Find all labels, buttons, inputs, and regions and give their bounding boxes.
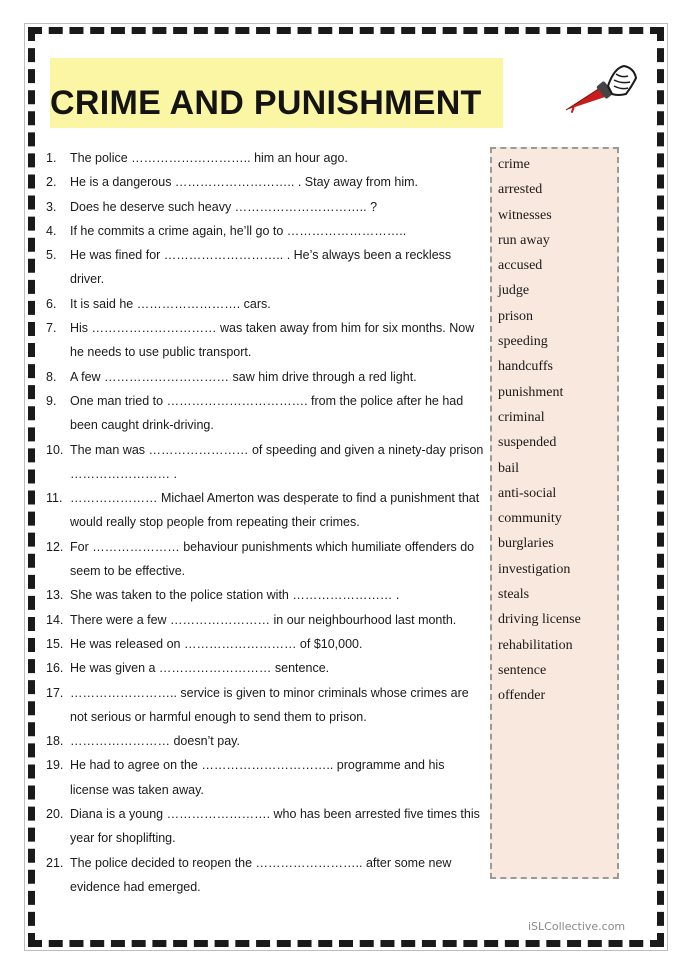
word-bank-item: suspended xyxy=(498,435,557,451)
question-item: 11. ………………… Michael Amerton was desperate to find a punishment that would really stop people from repeating their crimes. xyxy=(46,491,480,530)
question-item: 8. A few ………………………… saw him drive through a red light. xyxy=(46,369,417,384)
question-item: 6. It is said he ……………………. cars. xyxy=(46,296,271,311)
question-item: 4. If he commits a crime again, he’ll go to ……………………….. xyxy=(46,223,407,238)
question-item: 20. Diana is a young ……………………. who has been arrested five times this year for shoplifting. xyxy=(46,807,480,846)
question-item: 12. For ………………… behaviour punishments which humiliate offenders do seem to be effective. xyxy=(46,539,475,579)
word-bank-item: investigation xyxy=(498,561,571,577)
question-item: 19. He had to agree on the ………………………….. programme and his license was taken away. xyxy=(46,758,445,797)
word-bank-item: rehabilitation xyxy=(498,637,573,653)
question-item: 9. One man tried to ……………………………. from the police after he had been caught drink-driving. xyxy=(46,393,464,433)
question-item: 17. …………………….. service is given to minor criminals whose crimes are not serious or harmful enough to send them to prison. xyxy=(46,685,469,724)
worksheet-title: CRIME AND PUNISHMENT xyxy=(50,84,482,122)
word-bank-item: witnesses xyxy=(498,207,552,223)
question-item: 1. The police ……………………….. him an hour ago. xyxy=(46,151,348,165)
word-bank-item: sentence xyxy=(498,662,547,678)
word-bank-item: driving license xyxy=(498,612,581,628)
question-item: 7. His ………………………… was taken away from him for six months. Now he needs to use public transport. xyxy=(46,321,475,360)
word-bank-item: community xyxy=(498,511,562,527)
question-item: 18. …………………… doesn’t pay. xyxy=(46,734,240,749)
word-bank-item: bail xyxy=(498,460,519,476)
word-bank-item: speeding xyxy=(498,334,548,350)
question-item: 13. She was taken to the police station with …………………… . xyxy=(46,588,400,603)
question-item: 2. He is a dangerous ……………………….. . Stay away from him. xyxy=(46,175,419,190)
word-bank-item: punishment xyxy=(498,384,564,400)
word-bank-item: prison xyxy=(498,308,533,324)
word-bank-item: arrested xyxy=(498,182,543,198)
question-list xyxy=(46,146,486,899)
word-bank-item: crime xyxy=(498,157,530,172)
question-item: 21. The police decided to reopen the …………………….. after some new evidence had emerged. xyxy=(46,855,452,894)
question-item: 16. He was given a ……………………… sentence. xyxy=(46,661,330,676)
word-bank-item: criminal xyxy=(498,409,545,425)
word-bank-item: steals xyxy=(498,587,530,603)
question-item: 5. He was fined for ……………………….. . He’s always been a reckless driver. xyxy=(46,248,452,287)
word-bank-item: run away xyxy=(498,232,550,248)
question-item: 14. There were a few …………………… in our neighbourhood last month. xyxy=(46,612,457,627)
word-bank-item: offender xyxy=(498,688,546,704)
question-item: 10. The man was …………………… of speeding and given a ninety-day prison …………………… . xyxy=(46,442,484,481)
word-bank-item: handcuffs xyxy=(498,359,553,375)
question-item: 15. He was released on ……………………… of $10,000. xyxy=(46,636,363,651)
watermark: iSLCollective.com xyxy=(528,920,626,933)
word-bank-item: accused xyxy=(498,258,543,274)
bloody-knife-icon xyxy=(560,58,640,114)
word-bank-item: anti-social xyxy=(498,485,557,501)
word-bank-item: judge xyxy=(498,283,530,299)
word-bank xyxy=(490,147,619,879)
question-item: 3. Does he deserve such heavy ………………………….. ? xyxy=(46,199,378,214)
word-bank-item: burglaries xyxy=(498,536,554,552)
